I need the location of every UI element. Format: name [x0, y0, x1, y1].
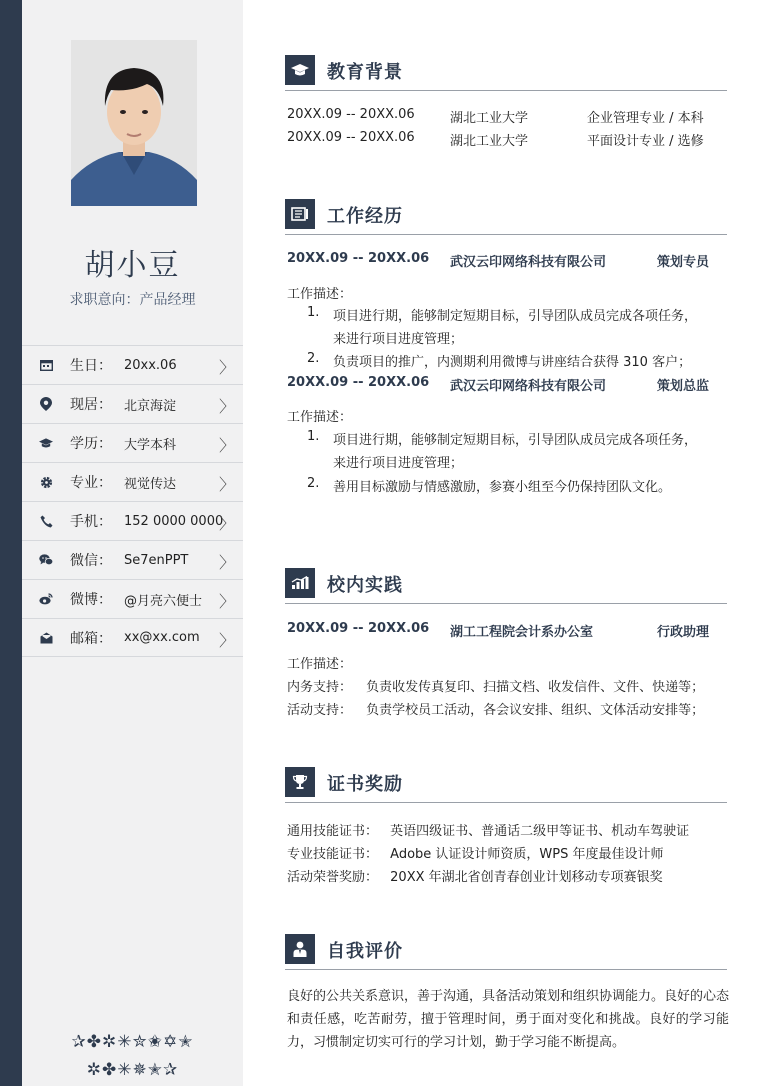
list-text: 来进行项目进度管理； — [333, 456, 464, 471]
location-pin-icon — [39, 397, 53, 411]
mail-icon — [39, 631, 53, 645]
contact-value: 视觉传达 — [124, 476, 177, 492]
chevron-right-icon: 〉 — [218, 475, 235, 494]
contact-label: 邮箱： — [70, 630, 112, 647]
bar-chart-icon — [285, 568, 315, 598]
section-title: 证书奖励 — [327, 774, 403, 795]
gear-icon — [39, 475, 53, 489]
section-header-self — [285, 934, 727, 970]
contact-value: 北京海淀 — [124, 398, 177, 414]
job-intent: 求职意向：产品经理 — [69, 292, 196, 308]
award-line — [287, 866, 663, 885]
section-title: 校内实践 — [327, 575, 403, 596]
contact-list — [22, 345, 243, 657]
chevron-right-icon: 〉 — [218, 553, 235, 572]
job-company: 武汉云印网络科技有限公司 — [450, 379, 607, 394]
graduation-cap-icon — [39, 436, 53, 450]
list-text: 来进行项目进度管理； — [333, 332, 464, 347]
decorative-symbols-row-1: ✰✤✲✳✮✬✡✭ — [71, 1032, 194, 1052]
contact-label: 学历： — [70, 436, 112, 452]
left-accent-stripe — [0, 0, 22, 1086]
self-evaluation-text: 良好的公共关系意识，善于沟通，具备活动策划和组织协调能力。良好的心态和责任感，吃苦耐劳，擅于管理时间，勇于面对变化和挑战。良好的学习能力，习惯制定切实可行的学习计划，勤于学习能不断提高。 — [287, 989, 730, 1050]
list-number: 2. — [307, 476, 320, 491]
section-header-awards — [285, 767, 727, 803]
weibo-icon — [39, 592, 53, 606]
education-period: 20XX.09 -- 20XX.06 — [287, 107, 415, 122]
wechat-icon — [39, 553, 53, 567]
candidate-name: 胡小豆 — [84, 248, 181, 283]
job-desc-label: 工作描述： — [287, 287, 353, 302]
education-major: 企业管理专业 / 本科 — [587, 111, 704, 126]
job-desc-label: 工作描述： — [287, 410, 353, 425]
contact-value: @月亮六便士 — [124, 593, 203, 609]
contact-education[interactable] — [22, 423, 243, 462]
decorative-symbols-row-2: ✲✤✳✵✭✰ — [86, 1060, 179, 1080]
contact-residence[interactable] — [22, 384, 243, 423]
campus-role: 行政助理 — [657, 625, 710, 640]
graduation-cap-icon — [285, 55, 315, 85]
campus-line-label: 活动支持： — [287, 703, 353, 718]
chevron-right-icon: 〉 — [218, 397, 235, 416]
campus-org: 湖工工程院会计系办公室 — [450, 625, 594, 640]
calendar-icon — [39, 358, 53, 372]
person-icon — [285, 934, 315, 964]
education-school: 湖北工业大学 — [450, 134, 529, 149]
contact-email[interactable] — [22, 618, 243, 657]
sidebar — [22, 0, 243, 1086]
list-number: 1. — [307, 305, 320, 320]
award-line — [287, 820, 689, 839]
contact-label: 微博： — [70, 592, 112, 608]
notebook-icon — [285, 199, 315, 229]
contact-value: 152 0000 0000 — [124, 513, 224, 529]
job-role: 策划专员 — [657, 255, 710, 270]
contact-birthday[interactable] — [22, 345, 243, 384]
chevron-right-icon: 〉 — [218, 358, 235, 377]
contact-label: 现居： — [70, 397, 112, 413]
campus-desc-label: 工作描述： — [287, 657, 353, 672]
award-label: 活动荣誉奖励： — [287, 870, 379, 885]
contact-label: 手机： — [70, 514, 112, 530]
list-text: 善用目标激励与情感激励，参赛小组至今仍保持团队文化。 — [333, 480, 672, 495]
campus-line — [287, 699, 704, 718]
contact-value: 20xx.06 — [124, 357, 177, 373]
award-line — [287, 843, 664, 862]
award-label: 通用技能证书： — [287, 824, 379, 839]
list-text: 项目进行期，能够制定短期目标，引导团队成员完成各项任务， — [333, 309, 698, 324]
section-title: 自我评价 — [327, 941, 403, 962]
campus-line-text: 负责收发传真复印、扫描文档、收发信件、文件、快递等； — [366, 680, 705, 695]
campus-line-label: 内务支持： — [287, 680, 353, 695]
chevron-right-icon: 〉 — [218, 631, 235, 650]
section-header-education — [285, 55, 727, 91]
section-title: 工作经历 — [327, 206, 403, 227]
job-period: 20XX.09 -- 20XX.06 — [287, 375, 430, 390]
contact-value: 大学本科 — [124, 437, 177, 453]
contact-label: 微信： — [70, 553, 112, 569]
section-title: 教育背景 — [327, 62, 403, 83]
award-text: 英语四级证书、普通话二级甲等证书、机动车驾驶证 — [390, 824, 690, 839]
award-text: 20XX 年湖北省创青春创业计划移动专项赛银奖 — [390, 870, 663, 885]
list-number: 1. — [307, 429, 320, 444]
contact-phone[interactable] — [22, 501, 243, 540]
profile-photo — [71, 40, 197, 206]
award-label: 专业技能证书： — [287, 847, 379, 862]
trophy-icon — [285, 767, 315, 797]
contact-label: 专业： — [70, 475, 112, 491]
list-text: 负责项目的推广，内测期利用微博与讲座结合获得 310 客户； — [333, 355, 692, 370]
education-period: 20XX.09 -- 20XX.06 — [287, 130, 415, 145]
contact-value: Se7enPPT — [124, 552, 189, 568]
education-school: 湖北工业大学 — [450, 111, 529, 126]
campus-line — [287, 676, 704, 695]
job-role: 策划总监 — [657, 379, 710, 394]
list-number: 2. — [307, 351, 320, 366]
chevron-right-icon: 〉 — [218, 592, 235, 611]
job-period: 20XX.09 -- 20XX.06 — [287, 251, 430, 266]
contact-major[interactable] — [22, 462, 243, 501]
contact-value: xx@xx.com — [124, 630, 200, 645]
education-major: 平面设计专业 / 选修 — [587, 134, 704, 149]
contact-label: 生日： — [70, 358, 112, 374]
contact-wechat[interactable] — [22, 540, 243, 579]
award-text: Adobe 认证设计师资质，WPS 年度最佳设计师 — [390, 847, 664, 862]
chevron-right-icon: 〉 — [218, 436, 235, 455]
phone-icon — [39, 514, 53, 528]
job-company: 武汉云印网络科技有限公司 — [450, 255, 607, 270]
section-header-campus — [285, 568, 727, 604]
section-header-work — [285, 199, 727, 235]
chevron-right-icon: 〉 — [218, 514, 235, 533]
campus-line-text: 负责学校员工活动，各会议安排、组织、文体活动安排等； — [366, 703, 705, 718]
list-text: 项目进行期，能够制定短期目标，引导团队成员完成各项任务， — [333, 433, 698, 448]
contact-weibo[interactable] — [22, 579, 243, 618]
campus-period: 20XX.09 -- 20XX.06 — [287, 621, 430, 636]
